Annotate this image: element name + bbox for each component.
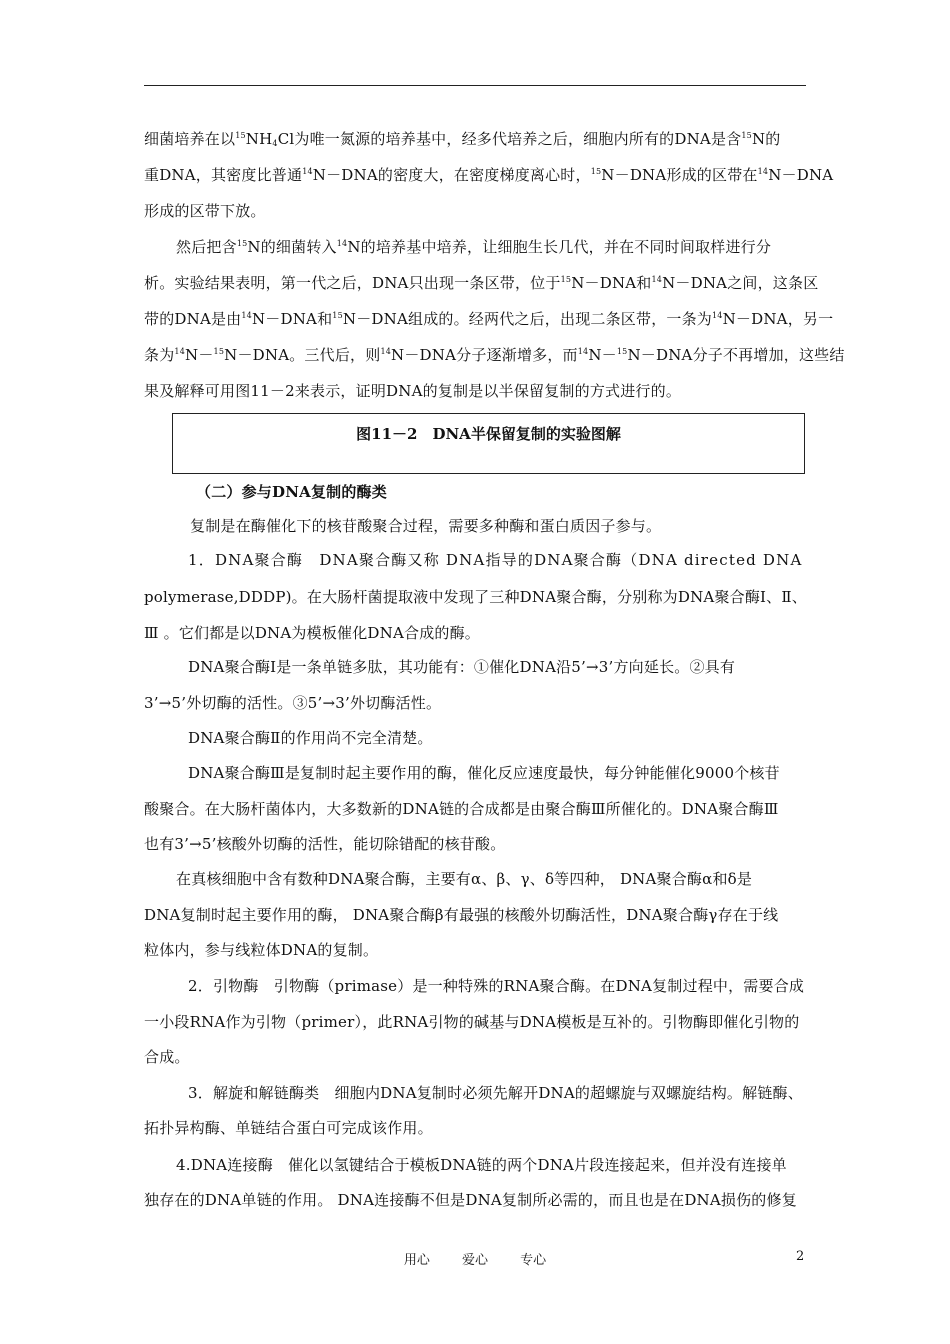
text-line: 独存在的DNA单链的作用。 DNA连接酶不但是DNA复制所必需的，而且也是在DNA损伤的修复: [144, 1191, 797, 1209]
section-heading: （二）参与DNA复制的酶类: [196, 483, 387, 501]
header-rule: [144, 85, 806, 86]
text-line: 细菌培养在以$^{15}NH_4Cl$为唯一氮源的培养基中，经多代培养之后，细胞内所有的DNA是含$^{15}$N的: [144, 130, 781, 148]
text-line: polymerase,DDDP)。在大肠杆菌提取液中发现了三种DNA聚合酶，分别称为DNA聚合酶Ⅰ、Ⅱ、: [144, 588, 807, 606]
text-line: 也有3’→5’核酸外切酶的活性，能切除错配的核苷酸。: [144, 835, 506, 853]
text-line: 粒体内，参与线粒体DNA的复制。: [144, 941, 379, 959]
text-line: 2．引物酶 引物酶（primase）是一种特殊的RNA聚合酶。在DNA复制过程中，需要合成: [188, 977, 805, 995]
text-line: 果及解释可用图11－2来表示，证明DNA的复制是以半保留复制的方式进行的。: [144, 382, 682, 400]
text-line: 3’→5’外切酶的活性。③5’→3’外切酶活性。: [144, 694, 442, 712]
footer-word: 用心: [403, 1253, 430, 1268]
text-line: DNA聚合酶Ⅲ是复制时起主要作用的酶，催化反应速度最快，每分钟能催化9000个核苷: [188, 764, 780, 782]
text-line: 1．DNA聚合酶 DNA聚合酶又称 DNA指导的DNA聚合酶（DNA directed DNA: [188, 551, 803, 569]
text-line: Ⅲ 。它们都是以DNA为模板催化DNA合成的酶。: [144, 624, 481, 642]
figure-title: 图11－2 DNA半保留复制的实验图解: [356, 425, 621, 443]
text-line: 3．解旋和解链酶类 细胞内DNA复制时必须先解开DNA的超螺旋与双螺旋结构。解链酶、: [188, 1084, 803, 1102]
text-line: 带的DNA是由$^{14}$N－DNA和$^{15}$N－DNA组成的。经两代之后，出现二条区带，一条为$^{14}$N－DNA，另一: [144, 310, 834, 328]
text-line: 形成的区带下放。: [144, 202, 266, 220]
text-line: 重DNA，其密度比普通$^{14}$N－DNA的密度大，在密度梯度离心时，$^{15}$N－DNA形成的区带在$^{14}$N－DNA: [144, 166, 834, 184]
text-line: DNA聚合酶Ⅱ的作用尚不完全清楚。: [188, 729, 433, 747]
figure-box: [172, 413, 805, 474]
text-line: 酸聚合。在大肠杆菌体内，大多数新的DNA链的合成都是由聚合酶Ⅲ所催化的。DNA聚合酶Ⅲ: [144, 800, 779, 818]
text-line: 一小段RNA作为引物（primer），此RNA引物的碱基与DNA模板是互补的。引物酶即催化引物的: [144, 1013, 800, 1031]
text-line: 4.DNA连接酶 催化以氢键结合于模板DNA链的两个DNA片段连接起来，但并没有连接单: [176, 1156, 787, 1174]
text-line: 合成。: [144, 1048, 190, 1066]
footer-word: 专心: [520, 1253, 547, 1268]
text-line: 析。实验结果表明，第一代之后，DNA只出现一条区带，位于$^{15}$N－DNA和$^{14}$N－DNA之间，这条区: [144, 274, 819, 292]
text-line: 拓扑异构酶、单链结合蛋白可完成该作用。: [144, 1119, 433, 1137]
text-line: DNA聚合酶Ⅰ是一条单链多肽，其功能有：①催化DNA沿5’→3’方向延长。②具有: [188, 658, 736, 676]
text-line: 复制是在酶催化下的核苷酸聚合过程，需要多种酶和蛋白质因子参与。: [190, 517, 662, 535]
text-line: 然后把含$^{15}$N的细菌转入$^{14}$N的培养基中培养，让细胞生长几代，并在不同时间取样进行分: [176, 238, 772, 256]
text-line: DNA复制时起主要作用的酶， DNA聚合酶β有最强的核酸外切酶活性，DNA聚合酶γ存在于线: [144, 906, 779, 924]
text-line: 条为$^{14}$N－$^{15}$N－DNA。三代后，则$^{14}$N－DNA分子逐渐增多，而$^{14}$N－$^{15}$N－DNA分子不再增加，这些结: [144, 346, 845, 364]
text-line: 在真核细胞中含有数种DNA聚合酶，主要有α、β、γ、δ等四种， DNA聚合酶α和δ是: [176, 870, 753, 888]
footer-word: 爱心: [461, 1253, 488, 1268]
page-number: 2: [796, 1249, 805, 1264]
footer-motto: [0, 1249, 950, 1268]
